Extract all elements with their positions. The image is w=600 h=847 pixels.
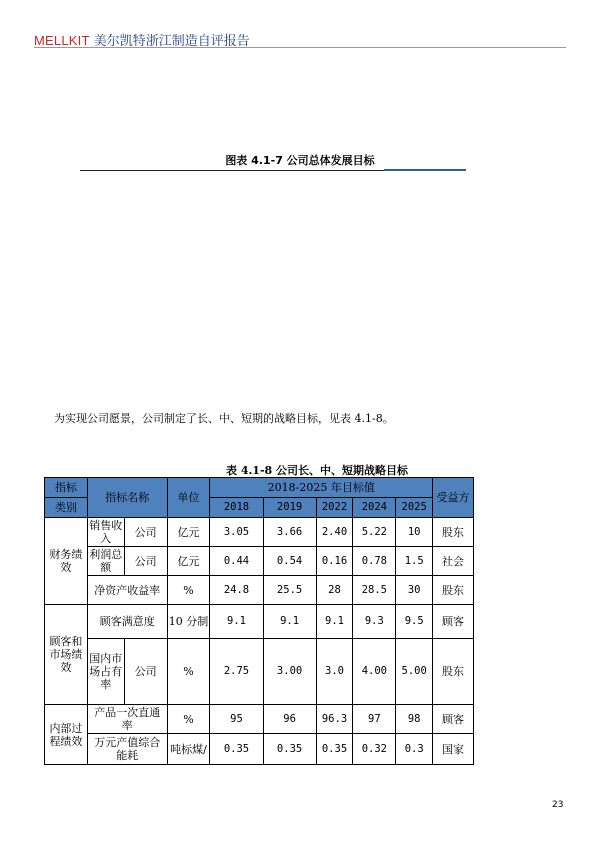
table-header-row: [45, 478, 474, 498]
category-cell: 内部过程绩效: [45, 705, 88, 765]
value-cell: 2.40: [316, 518, 353, 547]
beneficiary-cell: 国家: [433, 734, 474, 765]
unit-cell: 吨标煤/: [167, 734, 210, 765]
header-category: 类别: [45, 498, 88, 518]
value-cell: 95: [210, 705, 263, 734]
value-cell: 1.5: [396, 547, 433, 576]
unit-cell: 亿元: [167, 518, 210, 547]
table-row: [45, 734, 474, 765]
table-row: [45, 518, 474, 547]
value-cell: 0.54: [263, 547, 316, 576]
table-row: [45, 605, 474, 639]
value-cell: 10: [396, 518, 433, 547]
value-cell: 0.3: [396, 734, 433, 765]
beneficiary-cell: 社会: [433, 547, 474, 576]
indicator-name: 销售收入: [89, 519, 123, 545]
strategy-goals-table: [44, 477, 474, 765]
value-cell: 9.1: [210, 605, 263, 639]
table-row: [45, 705, 474, 734]
unit-cell: 10 分制: [167, 605, 210, 639]
figure-caption: 图表 4.1-7 公司总体发展目标: [225, 154, 375, 167]
value-cell: 0.44: [210, 547, 263, 576]
body-paragraph: 为实现公司愿景，公司制定了长、中、短期的战略目标，见表 4.1-8。: [54, 412, 394, 425]
table-row: [45, 547, 474, 576]
indicator-scope: 公司: [124, 547, 167, 576]
value-cell: 0.35: [263, 734, 316, 765]
indicator-scope: 公司: [124, 639, 167, 705]
unit-cell: 亿元: [167, 547, 210, 576]
indicator-name: 利润总额: [89, 548, 123, 574]
value-cell: 30: [396, 576, 433, 605]
value-cell: 2.75: [210, 639, 263, 705]
value-cell: 5.00: [396, 639, 433, 705]
value-cell: 9.5: [396, 605, 433, 639]
beneficiary-cell: 股东: [433, 518, 474, 547]
value-cell: 4.00: [353, 639, 396, 705]
table-row: [45, 576, 474, 605]
beneficiary-cell: 股东: [433, 639, 474, 705]
indicator-name: 净资产收益率: [87, 576, 167, 605]
header-target: 2018-2025 年目标值: [210, 478, 433, 498]
value-cell: 97: [353, 705, 396, 734]
value-cell: 98: [396, 705, 433, 734]
value-cell: 9.3: [353, 605, 396, 639]
beneficiary-cell: 股东: [433, 576, 474, 605]
category-cell: 顾客和市场绩效: [45, 605, 88, 705]
header-name: 指标名称: [87, 478, 167, 518]
value-cell: 28.5: [353, 576, 396, 605]
value-cell: 0.35: [316, 734, 353, 765]
header-year: 2025: [396, 498, 433, 518]
value-cell: 3.00: [263, 639, 316, 705]
value-cell: 9.1: [263, 605, 316, 639]
unit-cell: %: [167, 576, 210, 605]
indicator-name: 万元产值综合能耗: [87, 734, 167, 765]
header-year: 2024: [353, 498, 396, 518]
value-cell: 5.22: [353, 518, 396, 547]
value-cell: 3.66: [263, 518, 316, 547]
unit-cell: %: [167, 705, 210, 734]
value-cell: 0.35: [210, 734, 263, 765]
value-cell: 0.16: [316, 547, 353, 576]
value-cell: 96: [263, 705, 316, 734]
value-cell: 28: [316, 576, 353, 605]
figure-caption-rule-accent: [384, 169, 466, 171]
value-cell: 9.1: [316, 605, 353, 639]
beneficiary-cell: 顾客: [433, 605, 474, 639]
value-cell: 96.3: [316, 705, 353, 734]
value-cell: 0.32: [353, 734, 396, 765]
header-title: 美尔凯特浙江制造自评报告: [93, 34, 250, 49]
indicator-name: 国内市场占有率: [87, 639, 124, 705]
table-caption: 表 4.1-8 公司长、中、短期战略目标: [225, 464, 408, 477]
page-number: 23: [552, 800, 564, 810]
header-unit: 单位: [167, 478, 210, 518]
header-year: 2018: [210, 498, 263, 518]
indicator-name: 产品一次直通率: [87, 705, 167, 734]
indicator-name: 顾客满意度: [87, 605, 167, 639]
header-divider: [34, 47, 566, 48]
brand-logo-text: MELLKIT: [34, 33, 90, 48]
value-cell: 24.8: [210, 576, 263, 605]
category-cell: 财务绩效: [45, 518, 88, 605]
indicator-scope: 公司: [124, 518, 167, 547]
table-row: [45, 639, 474, 705]
header-year: 2022: [316, 498, 353, 518]
header-beneficiary: 受益方: [433, 478, 474, 518]
value-cell: 3.05: [210, 518, 263, 547]
beneficiary-cell: 顾客: [433, 705, 474, 734]
header-indicator: 指标: [45, 478, 88, 498]
value-cell: 0.78: [353, 547, 396, 576]
header-year: 2019: [263, 498, 316, 518]
value-cell: 25.5: [263, 576, 316, 605]
unit-cell: %: [167, 639, 210, 705]
value-cell: 3.0: [316, 639, 353, 705]
